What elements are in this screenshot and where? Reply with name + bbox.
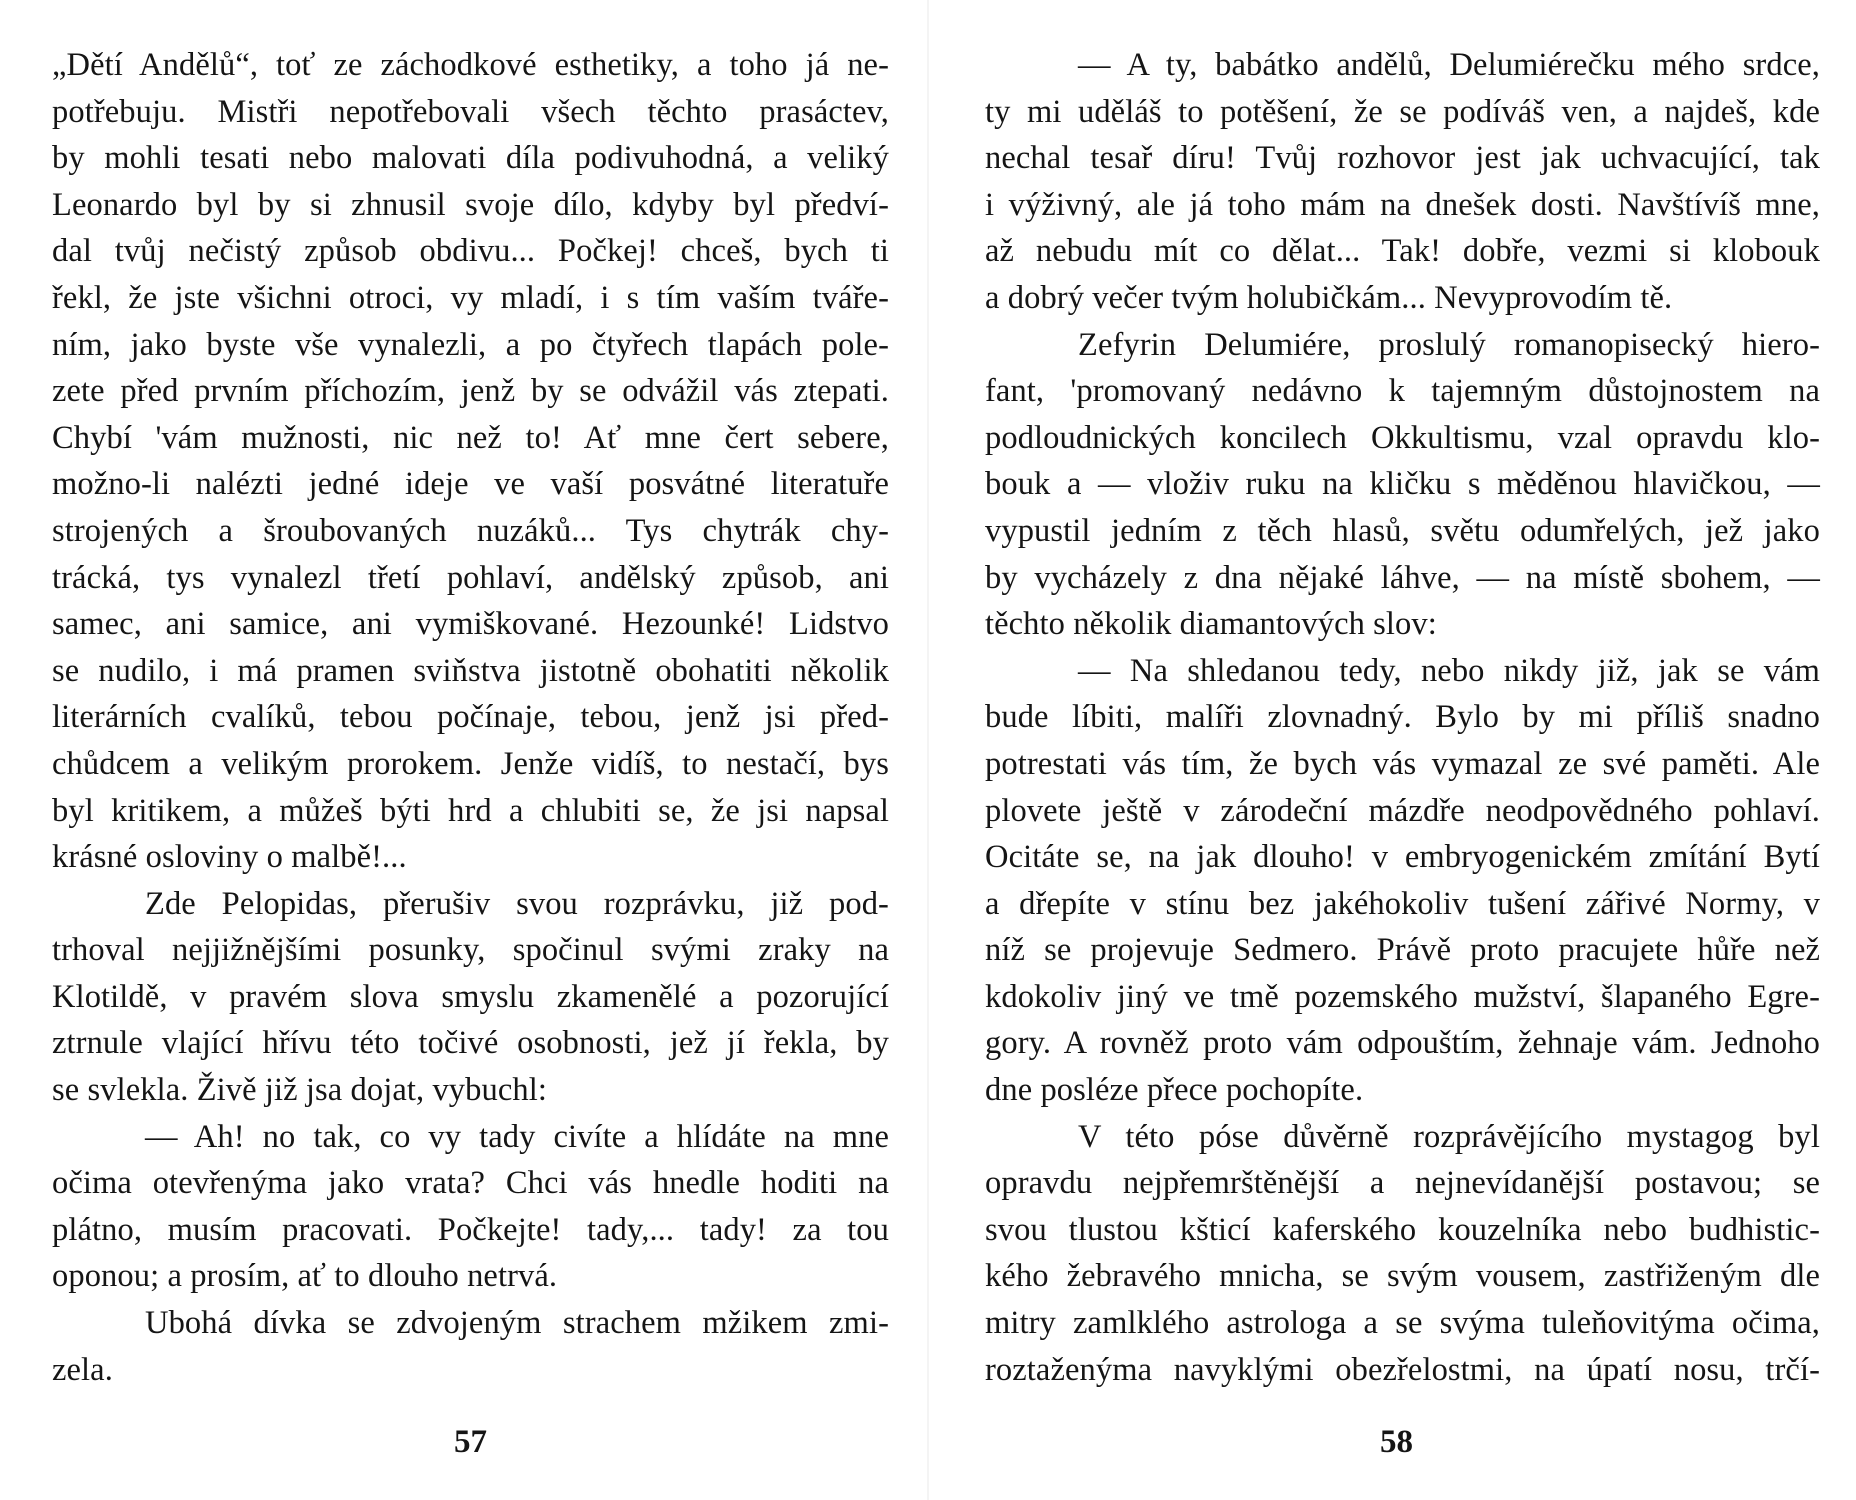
paragraph-first-line: Zde Pelopidas, přerušiv svou rozprávku, již pod-	[145, 885, 889, 922]
paragraph-first-line: V této póse důvěrně rozprávějícího mystagog byl	[1078, 1118, 1820, 1155]
text-line: samec, ani samice, ani vymiškované. Hezounké! Lidstvo	[52, 606, 889, 643]
text-line: chůdcem a velikým prorokem. Jenže vidíš, to nestačí, bys	[52, 745, 889, 782]
text-line: zete před prvním příchozím, jenž by se odvážil vás ztepati.	[52, 373, 889, 410]
text-line: dal tvůj nečistý způsob obdivu... Počkej! chceš, bych ti	[52, 233, 889, 270]
text-line: těchto několik diamantových slov:	[985, 606, 1437, 643]
page-number-left: 57	[454, 1424, 487, 1460]
text-line: dne posléze přece pochopíte.	[985, 1072, 1364, 1109]
text-line: trácká, tys vynalezl třetí pohlaví, andělský způsob, ani	[52, 559, 889, 596]
text-line: kého žebravého mnicha, se svým vousem, zastřiženým dle	[985, 1258, 1820, 1295]
text-line: ztrnule vlající hřívu této točivé osobnosti, jež jí řekla, by	[52, 1025, 889, 1062]
paragraph-first-line: — Na shledanou tedy, nebo nikdy již, jak se vám	[1078, 652, 1820, 689]
text-line: se svlekla. Živě již jsa dojat, vybuchl:	[52, 1072, 547, 1109]
text-line: se nudilo, i má pramen sviňstva jistotně obohatiti několik	[52, 652, 889, 689]
text-line: ty mi uděláš to potěšení, že se podíváš ven, a najdeš, kde	[985, 93, 1820, 130]
text-line: a dřepíte v stínu bez jakéhokoliv tušení zářivé Normy, v	[985, 885, 1820, 922]
text-line: Leonardo byl by si zhnusil svoje dílo, kdyby byl předví-	[52, 186, 889, 223]
text-line: bude líbiti, malíři zlovnadný. Bylo by mi příliš snadno	[985, 699, 1820, 736]
text-line: potrestati vás tím, že bych vás vymazal ze své paměti. Ale	[985, 745, 1820, 782]
text-line: ním, jako byste vše vynalezli, a po čtyřech tlapách pole-	[52, 326, 889, 363]
text-line: nechal tesař díru! Tvůj rozhovor jest jak uchvacující, tak	[985, 140, 1820, 177]
paragraph-first-line: — A ty, babátko andělů, Delumiérečku mého srdce,	[1078, 47, 1820, 83]
page-number-right: 58	[1380, 1424, 1413, 1460]
text-line: mitry zamlklého astrologa a se svýma tuleňovitýma očima,	[985, 1305, 1820, 1342]
text-line: potřebuju. Mistři nepotřebovali všech těchto prasáctev,	[52, 93, 889, 130]
paragraph-first-line: Ubohá dívka se zdvojeným strachem mžikem zmi-	[145, 1305, 889, 1342]
text-line: očima otevřenýma jako vrata? Chci vás hnedle hoditi na	[52, 1165, 889, 1202]
paragraph-first-line: Zefyrin Delumiére, proslulý romanopisecký hiero-	[1078, 326, 1820, 363]
text-line: roztaženýma navyklými obezřelostmi, na úpatí nosu, trčí-	[985, 1351, 1820, 1388]
text-line: plátno, musím pracovati. Počkejte! tady,... tady! za tou	[52, 1211, 889, 1248]
text-line: „Dětí Andělů“, toť ze záchodkové esthetiky, a toho já ne-	[52, 47, 889, 83]
text-line: literárních cvalíků, tebou počínaje, tebou, jenž jsi před-	[52, 699, 889, 736]
text-line: opravdu nejpřemrštěnější a nejnevídanější postavou; se	[985, 1165, 1820, 1202]
text-line: Ocitáte se, na jak dlouho! v embryogenickém zmítání Bytí	[985, 839, 1820, 876]
text-line: svou tlustou kšticí kaferského kouzelníka nebo budhistic-	[985, 1211, 1820, 1248]
paragraph-first-line: — Ah! no tak, co vy tady civíte a hlídáte na mne	[145, 1118, 889, 1155]
text-line: podloudnických koncilech Okkultismu, vzal opravdu klo-	[985, 419, 1820, 456]
text-line: strojených a šroubovaných nuzáků... Tys chytrák chy-	[52, 512, 889, 549]
text-line: oponou; a prosím, ať to dlouho netrvá.	[52, 1258, 558, 1295]
text-line: kdokoliv jiný ve tmě pozemského mužství, šlapaného Egre-	[985, 978, 1820, 1015]
text-line: trhoval nejjižnějšími posunky, spočinul svými zraky na	[52, 932, 889, 969]
text-line: gory. A rovněž proto vám odpouštím, žehnaje vám. Jednoho	[985, 1025, 1820, 1062]
text-line: vypustil jedním z těch hlasů, světu odumřelých, jež jako	[985, 512, 1820, 549]
text-line: i výživný, ale já toho mám na dnešek dosti. Navštívíš mne,	[985, 186, 1820, 223]
text-line: Klotildě, v pravém slova smyslu zkamenělé a pozorující	[52, 978, 889, 1015]
text-line: krásné osloviny o malbě!...	[52, 839, 407, 876]
text-line: bouk a — vloživ ruku na kličku s měděnou hlavičkou, —	[985, 466, 1820, 503]
text-line: zela.	[52, 1351, 113, 1388]
text-line: by vycházely z dna nějaké láhve, — na místě sbohem, —	[985, 559, 1820, 596]
text-line: fant, 'promovaný nedávno k tajemným důstojnostem na	[985, 373, 1820, 410]
text-line: plovete ještě v zárodeční mázdře neodpovědného pohlaví.	[985, 792, 1820, 829]
text-line: níž se projevuje Sedmero. Právě proto pracujete hůře než	[985, 932, 1820, 969]
right-page-text	[985, 42, 1820, 1393]
text-line: řekl, že jste všichni otroci, vy mladí, i s tím vaším tváře-	[52, 279, 889, 316]
text-line: možno-li nalézti jedné ideje ve vaší posvátné literatuře	[52, 466, 889, 503]
text-line: až nebudu mít co dělat... Tak! dobře, vezmi si klobouk	[985, 233, 1820, 270]
left-page-text	[52, 42, 889, 1393]
text-line: a dobrý večer tvým holubičkám... Nevyprovodím tě.	[985, 279, 1673, 316]
text-line: Chybí 'vám mužnosti, nic než to! Ať mne čert sebere,	[52, 419, 889, 456]
text-line: by mohli tesati nebo malovati díla podivuhodná, a veliký	[52, 140, 889, 177]
text-line: byl kritikem, a můžeš býti hrd a chlubiti se, že jsi napsal	[52, 792, 889, 829]
